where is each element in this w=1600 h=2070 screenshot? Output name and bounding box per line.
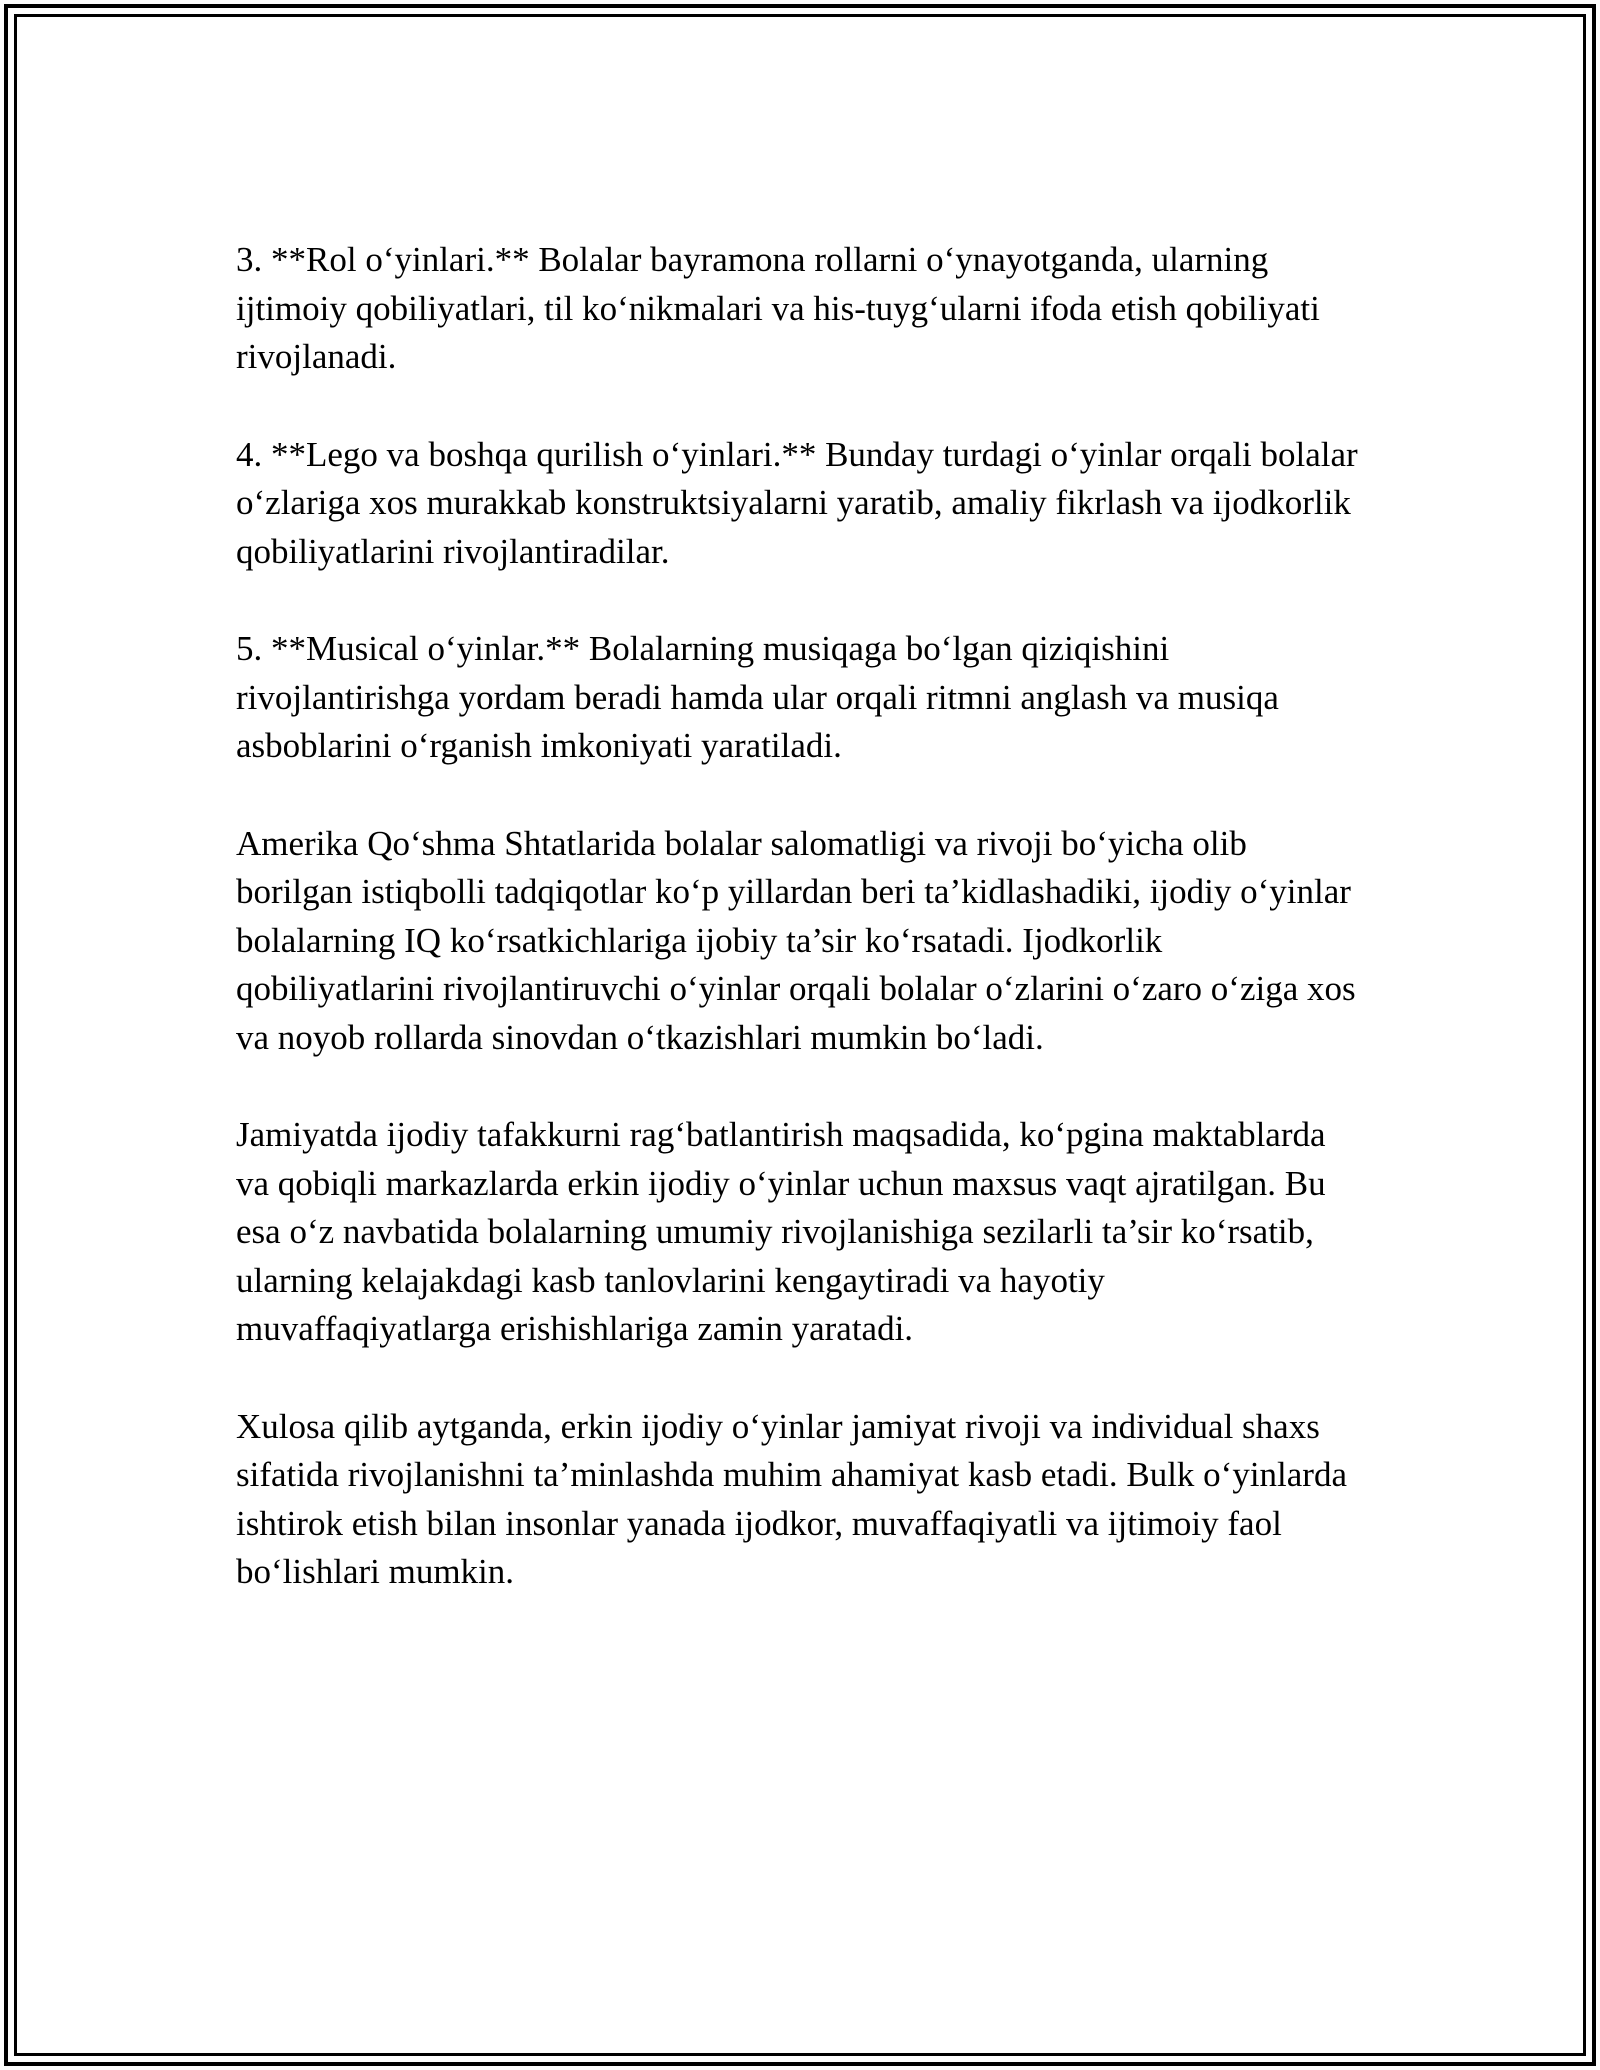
- paragraph-musical-oyinlar: 5. **Musical o‘yinlar.** Bolalarning musiqaga bo‘lgan qiziqishini rivojlantirishga yordam beradi hamda ular orqali ritmni anglash va musiqa asboblarini o‘rganish imkoniyati yaratiladi.: [236, 629, 1279, 765]
- paragraph-xulosa: Xulosa qilib aytganda, erkin ijodiy o‘yinlar jamiyat rivoji va individual shaxs sifatida rivojlanishni ta’minlashda muhim ahamiyat kasb etadi. Bulk o‘yinlarda ishtirok etish bilan insonlar yanada ijodkor, muvaffaqiyatli va ijtimoiy faol bo‘lishlari mumkin.: [236, 1406, 1347, 1591]
- paragraph-rol-oyinlari: 3. **Rol o‘yinlari.** Bolalar bayramona rollarni o‘ynayotganda, ularning ijtimoiy qobiliyatlari, til ko‘nikmalari va his-tuyg‘ularni ifoda etish qobiliyati rivojlanadi.: [236, 240, 1320, 376]
- document-body: [236, 236, 1366, 1597]
- paragraph-lego-oyinlari: 4. **Lego va boshqa qurilish o‘yinlari.** Bunday turdagi o‘yinlar orqali bolalar o‘zlariga xos murakkab konstruktsiyalarni yaratib, amaliy fikrlash va ijodkorlik qobiliyatlarini rivojlantiradilar.: [236, 434, 1358, 571]
- paragraph-jamiyatda-ijodiy: Jamiyatda ijodiy tafakkurni rag‘batlantirish maqsadida, ko‘pgina maktablarda va qobiqli markazlarda erkin ijodiy o‘yinlar uchun maxsus vaqt ajratilgan. Bu esa o‘z navbatida bolalarning umumiy rivojlanishiga sezilarli ta’sir ko‘rsatib, ularning kelajakdagi kasb tanlovlarini kengaytiradi va hayotiy muvaffaqiyatlarga erishishlariga zamin yaratadi.: [236, 1115, 1326, 1348]
- paragraph-amerika-tadqiqotlar: Amerika Qo‘shma Shtatlarida bolalar salomatligi va rivoji bo‘yicha olib borilgan istiqbolli tadqiqotlar ko‘p yillardan beri ta’kidlashadiki, ijodiy o‘yinlar bolalarning IQ ko‘rsatkichlariga ijobiy ta’sir ko‘rsatadi. Ijodkorlik qobiliyatlarini rivojlantiruvchi o‘yinlar orqali bolalar o‘zlarini o‘zaro o‘ziga xos va noyob rollarda sinovdan o‘tkazishlari mumkin bo‘ladi.: [236, 823, 1356, 1057]
